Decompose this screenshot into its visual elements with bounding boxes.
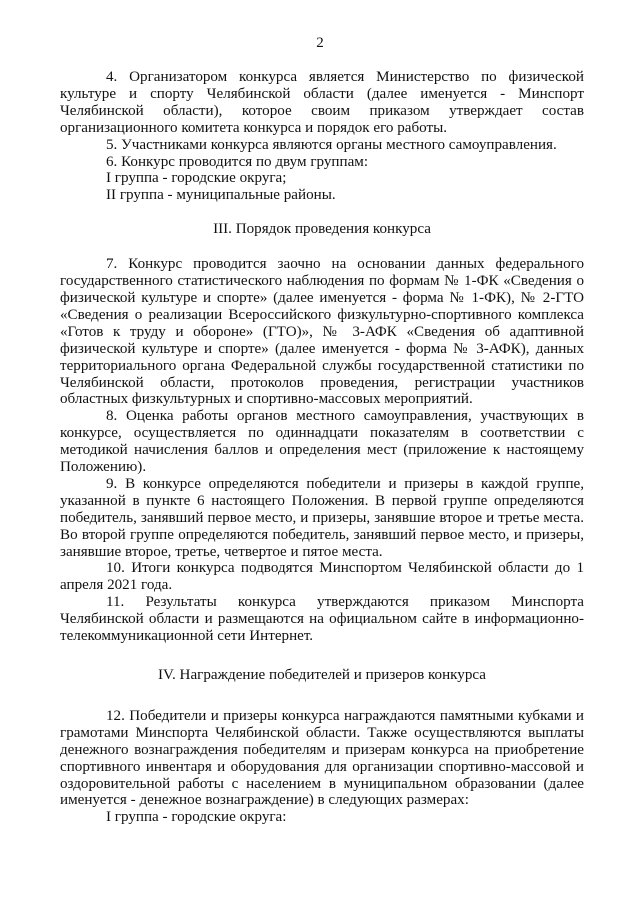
paragraph-12: 12. Победители и призеры конкурса награждаются памятными кубками и грамотами Минспорта Челябинской области. Также осуществляются выплаты денежного вознаграждения победителям и призерам конкурса на приобретение спортивного инвентаря и оборудования для организации спортивно-массовой и оздоровительной работы с населением в муниципальном образовании (далее именуется - денежное вознаграждение) в следующих размерах:: [60, 707, 584, 809]
document-body: [60, 69, 584, 826]
group-1-item: I группа - городские округа;: [106, 170, 287, 187]
section-heading-4: IV. Награждение победителей и призеров конкурса: [158, 667, 486, 683]
group-1-sizes-label: I группа - городские округа:: [106, 809, 287, 826]
paragraph-11: 11. Результаты конкурса утверждаются приказом Минспорта Челябинской области и размещаются на официальном сайте в информационно-телекоммуникационной сети Интернет.: [60, 594, 584, 645]
page-number: 2: [316, 35, 324, 51]
paragraph-8: 8. Оценка работы органов местного самоуправления, участвующих в конкурсе, осуществляется по одиннадцати показателям в соответствии с методикой начисления баллов и определения мест (приложение к настоящему Положению).: [60, 408, 584, 476]
paragraph-4: 4. Организатором конкурса является Министерство по физической культуре и спорту Челябинской области (далее именуется - Минспорт Челябинской области), которое своим приказом утверждает состав организационного комитета конкурса и порядок его работы.: [60, 69, 584, 136]
group-2-item: II группа - муниципальные районы.: [106, 187, 336, 204]
paragraph-10: 10. Итоги конкурса подводятся Минспортом Челябинской области до 1 апреля 2021 года.: [60, 560, 584, 594]
section-heading-3: III. Порядок проведения конкурса: [213, 221, 431, 238]
paragraph-9: 9. В конкурсе определяются победители и призеры в каждой группе, указанной в пункте 6 настоящего Положения. В первой группе определяются победитель, занявший первое место, и призеры, занявшие второе и третье места. Во второй группе определяются победитель, занявший первое место, и призеры, занявшие второе, третье, четвертое и пятое места.: [60, 475, 584, 560]
paragraph-6: 6. Конкурс проводится по двум группам:: [106, 153, 369, 170]
paragraph-5: 5. Участниками конкурса являются органы местного самоуправления.: [106, 136, 557, 153]
paragraph-7: 7. Конкурс проводится заочно на основании данных федерального государственного статистического наблюдения по формам № 1-ФК «Сведения о физической культуре и спорте» (далее именуется - форма № 1-ФК), № 2-ГТО «Сведения о реализации Всероссийского физкультурно-спортивного комплекса «Готов к труду и обороне» (ГТО)», № 3-АФК «Сведения об адаптивной физической культуре и спорте» (далее именуется - форма № 3-АФК), данных территориального органа Федеральной службы государственной статистики по Челябинской области, протоколов проведения, регистрации участников областных физкультурных и спортивно-массовых мероприятий.: [60, 256, 584, 408]
